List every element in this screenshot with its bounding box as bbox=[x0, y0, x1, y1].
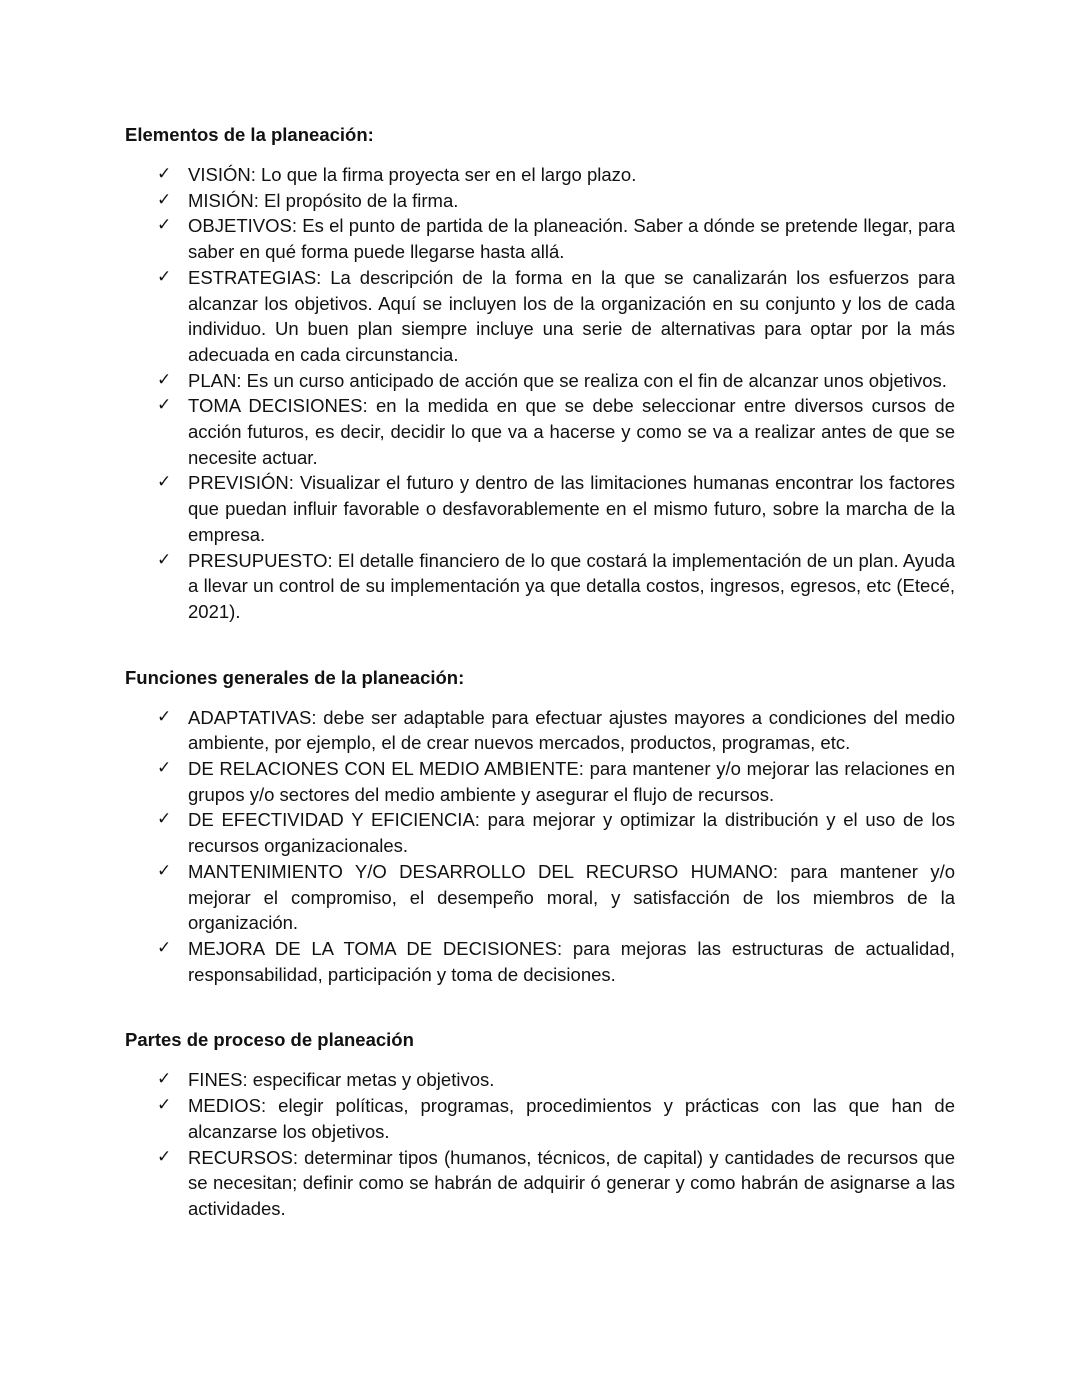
checkmark-icon: ✓ bbox=[157, 758, 172, 779]
section-heading-partes: Partes de proceso de planeación bbox=[125, 1029, 414, 1051]
checkmark-icon: ✓ bbox=[157, 809, 172, 830]
list-item bbox=[125, 705, 955, 756]
list-item-text: ESTRATEGIAS: La descripción de la forma en la que se canalizarán los esfuerzos para alcanzar los objetivos. Aquí se incluyen los de la organización en su conjunto y los de cada individuo. Un buen plan siempre incluye una serie de alternativas para optar por la más adecuada en cada circunstancia. bbox=[188, 266, 955, 365]
checkmark-icon: ✓ bbox=[157, 860, 172, 881]
checkmark-icon: ✓ bbox=[157, 215, 172, 236]
list-item bbox=[125, 1093, 955, 1144]
list-item-text: PRESUPUESTO: El detalle financiero de lo que costará la implementación de un plan. Ayuda a llevar un control de su implementación ya que detalla costos, ingresos, egresos, etc (Etecé, 2021). bbox=[188, 549, 955, 622]
list-item bbox=[125, 213, 955, 264]
checkmark-icon: ✓ bbox=[157, 395, 172, 416]
checklist-elementos bbox=[125, 162, 955, 625]
checkmark-icon: ✓ bbox=[157, 266, 172, 287]
list-item-text: PLAN: Es un curso anticipado de acción que se realiza con el fin de alcanzar unos objetivos. bbox=[188, 369, 947, 391]
list-item-text: MISIÓN: El propósito de la firma. bbox=[188, 189, 459, 211]
list-item bbox=[125, 756, 955, 807]
list-item-text: PREVISIÓN: Visualizar el futuro y dentro de las limitaciones humanas encontrar los factores que puedan influir favorable o desfavorablemente en el mismo futuro, sobre la marcha de la empresa. bbox=[188, 472, 955, 545]
list-item-text: DE EFECTIVIDAD Y EFICIENCIA: para mejorar y optimizar la distribución y el uso de los recursos organizacionales. bbox=[188, 809, 955, 857]
list-item-text: MANTENIMIENTO Y/O DESARROLLO DEL RECURSO HUMANO: para mantener y/o mejorar el compromiso, el desempeño moral, y satisfacción de los miembros de la organización. bbox=[188, 860, 955, 934]
list-item-text: MEJORA DE LA TOMA DE DECISIONES: para mejoras las estructuras de actualidad, responsabilidad, participación y toma de decisiones. bbox=[188, 937, 955, 985]
list-item-text: OBJETIVOS: Es el punto de partida de la planeación. Saber a dónde se pretende llegar, para saber en qué forma puede llegarse hasta allá. bbox=[188, 215, 955, 263]
list-item bbox=[125, 548, 955, 625]
checkmark-icon: ✓ bbox=[157, 1069, 172, 1090]
section-heading-elementos: Elementos de la planeación: bbox=[125, 124, 374, 145]
list-item bbox=[125, 1145, 955, 1222]
list-item bbox=[125, 807, 955, 858]
list-item bbox=[125, 188, 955, 214]
list-item bbox=[125, 936, 955, 987]
checkmark-icon: ✓ bbox=[157, 706, 172, 727]
list-item bbox=[125, 368, 955, 394]
list-item bbox=[125, 162, 955, 188]
list-item bbox=[125, 470, 955, 547]
checkmark-icon: ✓ bbox=[157, 369, 172, 390]
list-item bbox=[125, 265, 955, 368]
checkmark-icon: ✓ bbox=[157, 472, 172, 493]
document-page bbox=[125, 122, 955, 1222]
list-item bbox=[125, 393, 955, 470]
list-item-text: DE RELACIONES CON EL MEDIO AMBIENTE: para mantener y/o mejorar las relaciones en grupos y/o sectores del medio ambiente y asegurar el flujo de recursos. bbox=[188, 758, 955, 805]
list-item-text: ADAPTATIVAS: debe ser adaptable para efectuar ajustes mayores a condiciones del medio ambiente, por ejemplo, el de crear nuevos mercados, productos, programas, etc. bbox=[188, 706, 955, 754]
checklist-partes bbox=[125, 1067, 955, 1221]
list-item-text: VISIÓN: Lo que la firma proyecta ser en el largo plazo. bbox=[188, 164, 637, 185]
list-item bbox=[125, 1067, 955, 1093]
list-item-text: TOMA DECISIONES: en la medida en que se debe seleccionar entre diversos cursos de acción futuros, es decir, decidir lo que va a hacerse y como se va a realizar antes de que se necesite actuar. bbox=[188, 395, 955, 468]
checkmark-icon: ✓ bbox=[157, 1095, 172, 1116]
list-item-text: RECURSOS: determinar tipos (humanos, técnicos, de capital) y cantidades de recursos que se necesitan; definir como se habrán de adquirir ó generar y como habrán de asignarse a las actividades. bbox=[188, 1146, 955, 1219]
checkmark-icon: ✓ bbox=[157, 549, 172, 570]
checkmark-icon: ✓ bbox=[157, 189, 172, 210]
checkmark-icon: ✓ bbox=[157, 1146, 172, 1167]
checkmark-icon: ✓ bbox=[157, 937, 172, 958]
list-item-text: MEDIOS: elegir políticas, programas, procedimientos y prácticas con las que han de alcanzarse los objetivos. bbox=[188, 1095, 955, 1142]
checklist-funciones bbox=[125, 705, 955, 988]
list-item-text: FINES: especificar metas y objetivos. bbox=[188, 1069, 495, 1091]
section-heading-funciones: Funciones generales de la planeación: bbox=[125, 666, 465, 688]
checkmark-icon: ✓ bbox=[157, 164, 172, 184]
list-item bbox=[125, 859, 955, 936]
